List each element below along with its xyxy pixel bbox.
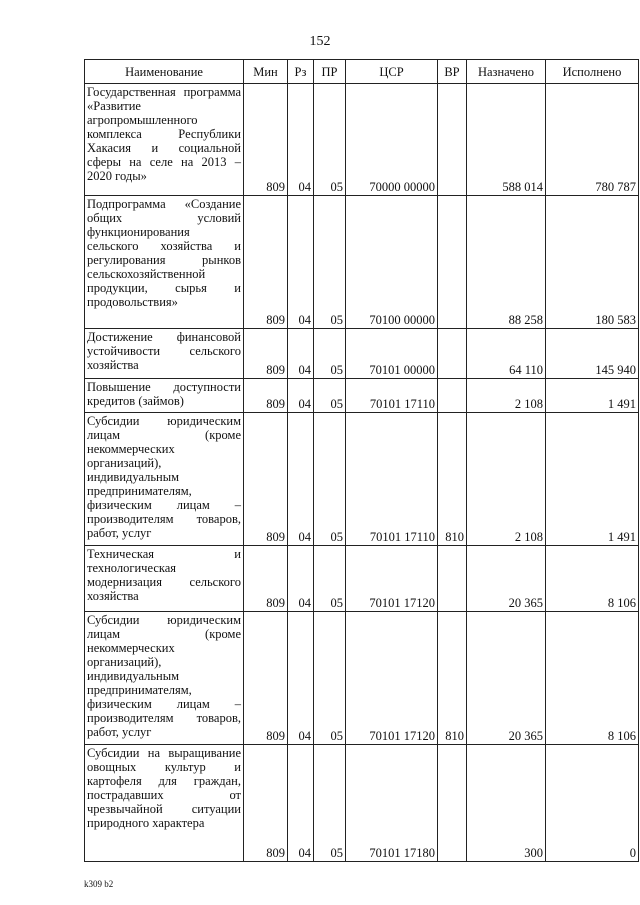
table-row bbox=[85, 84, 639, 196]
table-row bbox=[85, 329, 639, 379]
row-name: Достижение финансовой устойчивости сельского хозяйства bbox=[85, 329, 244, 379]
row-executed: 8 106 bbox=[546, 546, 639, 612]
table-row bbox=[85, 379, 639, 413]
header-name: Наименование bbox=[85, 60, 244, 84]
row-min: 809 bbox=[244, 612, 288, 745]
row-rz: 04 bbox=[288, 413, 314, 546]
table-row bbox=[85, 413, 639, 546]
row-vr bbox=[438, 84, 467, 196]
row-csr: 70000 00000 bbox=[346, 84, 438, 196]
row-min: 809 bbox=[244, 745, 288, 862]
row-min: 809 bbox=[244, 379, 288, 413]
row-pr: 05 bbox=[314, 745, 346, 862]
row-name: Государственная программа «Развитие агропромышленного комплекса Республики Хакасия и социальной сферы на селе на 2013 – 2020 годы» bbox=[85, 84, 244, 196]
row-name: Субсидии юридическим лицам (кроме некоммерческих организаций), индивидуальным предпринимателям, физическим лицам – производителям товаров, работ, услуг bbox=[85, 612, 244, 745]
row-min: 809 bbox=[244, 196, 288, 329]
row-vr: 810 bbox=[438, 612, 467, 745]
row-executed: 8 106 bbox=[546, 612, 639, 745]
row-min: 809 bbox=[244, 413, 288, 546]
table-row bbox=[85, 612, 639, 745]
header-executed: Исполнено bbox=[546, 60, 639, 84]
row-assigned: 20 365 bbox=[467, 546, 546, 612]
row-min: 809 bbox=[244, 546, 288, 612]
page-number: 152 bbox=[309, 34, 331, 49]
row-pr: 05 bbox=[314, 84, 346, 196]
row-csr: 70101 17110 bbox=[346, 413, 438, 546]
row-executed: 1 491 bbox=[546, 379, 639, 413]
row-rz: 04 bbox=[288, 379, 314, 413]
row-executed: 0 bbox=[546, 745, 639, 862]
header-assigned: Назначено bbox=[467, 60, 546, 84]
header-csr: ЦСР bbox=[346, 60, 438, 84]
row-pr: 05 bbox=[314, 379, 346, 413]
row-name: Субсидии на выращивание овощных культур и картофеля для граждан, пострадавших от чрезвычайной ситуации природного характера bbox=[85, 745, 244, 862]
row-rz: 04 bbox=[288, 546, 314, 612]
row-csr: 70101 00000 bbox=[346, 329, 438, 379]
header-pr: ПР bbox=[314, 60, 346, 84]
row-executed: 780 787 bbox=[546, 84, 639, 196]
row-executed: 180 583 bbox=[546, 196, 639, 329]
row-assigned: 2 108 bbox=[467, 413, 546, 546]
row-vr bbox=[438, 196, 467, 329]
row-pr: 05 bbox=[314, 612, 346, 745]
row-vr bbox=[438, 745, 467, 862]
row-name: Субсидии юридическим лицам (кроме некоммерческих организаций), индивидуальным предпринимателям, физическим лицам – производителям товаров, работ, услуг bbox=[85, 413, 244, 546]
row-csr: 70100 00000 bbox=[346, 196, 438, 329]
budget-table bbox=[84, 59, 639, 862]
footer-code: k309 b2 bbox=[84, 879, 114, 889]
row-rz: 04 bbox=[288, 745, 314, 862]
row-rz: 04 bbox=[288, 329, 314, 379]
row-vr bbox=[438, 546, 467, 612]
row-pr: 05 bbox=[314, 329, 346, 379]
header-vr: ВР bbox=[438, 60, 467, 84]
header-rz: Рз bbox=[288, 60, 314, 84]
row-csr: 70101 17180 bbox=[346, 745, 438, 862]
table-header-row bbox=[85, 60, 639, 84]
row-rz: 04 bbox=[288, 612, 314, 745]
row-csr: 70101 17120 bbox=[346, 546, 438, 612]
row-rz: 04 bbox=[288, 196, 314, 329]
row-vr: 810 bbox=[438, 413, 467, 546]
row-pr: 05 bbox=[314, 196, 346, 329]
row-assigned: 88 258 bbox=[467, 196, 546, 329]
row-assigned: 64 110 bbox=[467, 329, 546, 379]
row-vr bbox=[438, 329, 467, 379]
row-assigned: 300 bbox=[467, 745, 546, 862]
row-min: 809 bbox=[244, 84, 288, 196]
row-min: 809 bbox=[244, 329, 288, 379]
row-name: Подпрограмма «Создание общих условий функционирования сельского хозяйства и регулирования рынков сельскохозяйственной продукции, сырья и продовольствия» bbox=[85, 196, 244, 329]
table-row bbox=[85, 745, 639, 862]
row-assigned: 588 014 bbox=[467, 84, 546, 196]
row-pr: 05 bbox=[314, 413, 346, 546]
table-row bbox=[85, 546, 639, 612]
row-csr: 70101 17120 bbox=[346, 612, 438, 745]
row-assigned: 20 365 bbox=[467, 612, 546, 745]
table-row bbox=[85, 196, 639, 329]
row-csr: 70101 17110 bbox=[346, 379, 438, 413]
row-executed: 145 940 bbox=[546, 329, 639, 379]
row-name: Техническая и технологическая модернизация сельского хозяйства bbox=[85, 546, 244, 612]
row-rz: 04 bbox=[288, 84, 314, 196]
header-min: Мин bbox=[244, 60, 288, 84]
row-executed: 1 491 bbox=[546, 413, 639, 546]
row-vr bbox=[438, 379, 467, 413]
row-assigned: 2 108 bbox=[467, 379, 546, 413]
row-pr: 05 bbox=[314, 546, 346, 612]
row-name: Повышение доступности кредитов (займов) bbox=[85, 379, 244, 413]
